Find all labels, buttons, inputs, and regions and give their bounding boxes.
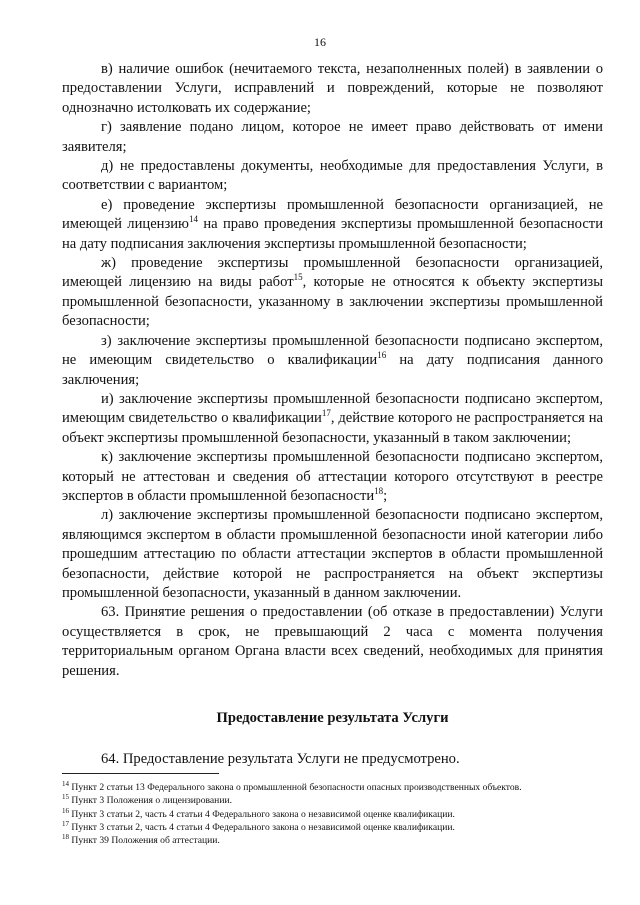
- item-l: л) заключение экспертизы промышленной безопасности подписано экспертом, являющимся экспертом в области промышленной безопасности иной категории либо прошедшим аттестацию по области аттестации экспертов в области промышленной безопасности, действие которой не распространяется на объект экспертизы промышленной безопасности, указанный в данном заключении.: [62, 507, 603, 601]
- page-number: 16: [314, 35, 326, 49]
- item-zh: [62, 254, 603, 332]
- footnote-ref-16[interactable]: 16: [377, 350, 387, 361]
- footnote-number: 15: [62, 793, 69, 802]
- item-d: д) не предоставлены документы, необходимые для предоставления Услуги, в соответствии с вариантом;: [62, 158, 603, 194]
- item-z-text-a: з) заключение экспертизы промышленной безопасности подписано экспертом, не имеющим свидетельство о квалификации: [62, 332, 603, 369]
- footnote-15: [62, 794, 603, 807]
- footnote-ref-15[interactable]: 15: [293, 272, 303, 283]
- footnote-text: Пункт 2 статьи 13 Федерального закона о промышленной безопасности опасных производственных объектов.: [69, 782, 522, 793]
- item-z-text-b: на дату подписания данного заключения;: [62, 352, 603, 388]
- document-body: [62, 60, 603, 770]
- item-zh-text-b: , которые не относятся к объекту экспертизы промышленной безопасности, указанному в заключении экспертизы промышленной безопасности;: [62, 274, 603, 330]
- item-i-text-b: , действие которого не распространяется на объект экспертизы промышленной безопасности, указанный в таком заключении;: [62, 410, 604, 446]
- paragraph-63: 63. Принятие решения о предоставлении (об отказе в предоставлении) Услуги осуществляется в срок, не превышающий 2 часа с момента получения территориальным органом Органа власти всех сведений, необходимых для принятия решения.: [62, 604, 603, 679]
- footnotes: [62, 781, 603, 847]
- item-k: [62, 448, 603, 506]
- item-g: г) заявление подано лицом, которое не имеет право действовать от имени заявителя;: [62, 119, 603, 155]
- footnote-ref-18[interactable]: 18: [374, 486, 384, 497]
- footnote-text: Пункт 3 статьи 2, часть 4 статьи 4 Федерального закона о независимой оценке квалификации.: [69, 808, 455, 820]
- item-e: [62, 196, 603, 254]
- item-i: [62, 390, 603, 448]
- item-v: в) наличие ошибок (нечитаемого текста, незаполненных полей) в заявлении о предоставлении Услуги, исправлений и повреждений, которые не позволяют однозначно истолковать их содержание;: [62, 61, 603, 116]
- item-k-text-b: ;: [383, 487, 388, 504]
- footnote-text: Пункт 3 Положения о лицензировании.: [69, 795, 232, 807]
- item-e-text-b: на право проведения экспертизы промышленной безопасности на дату подписания заключения экспертизы промышленной безопасности;: [62, 216, 603, 252]
- item-k-text-a: к) заключение экспертизы промышленной безопасности подписано экспертом, который не аттестован и сведения об аттестации которого отсутствуют в реестре экспертов в области промышленной безопасности: [62, 449, 603, 504]
- item-z: [62, 332, 603, 390]
- item-i-text-a: и) заключение экспертизы промышленной безопасности подписано экспертом, имеющим свидетельство о квалификации: [62, 390, 603, 427]
- paragraph-64: 64. Предоставление результата Услуги не предусмотрено.: [101, 751, 460, 768]
- footnote-number: 18: [62, 833, 69, 841]
- footnote-17: [62, 821, 603, 834]
- footnote-ref-17[interactable]: 17: [321, 408, 331, 419]
- section-heading: Предоставление результата Услуги: [216, 710, 449, 726]
- item-zh-text-a: ж) проведение экспертизы промышленной безопасности организацией, имеющей лицензию на виды работ: [62, 255, 603, 291]
- footnote-separator: [62, 773, 219, 774]
- footnote-text: Пункт 39 Положения об аттестации.: [69, 835, 220, 847]
- footnote-16: [62, 808, 603, 821]
- item-e-text-a: е) проведение экспертизы промышленной безопасности организацией, не имеющей лицензию: [62, 196, 603, 233]
- footnote-number: 14: [62, 779, 69, 788]
- footnote-14: [62, 781, 603, 794]
- footnote-text: Пункт 3 статьи 2, часть 4 статьи 4 Федерального закона о независимой оценке квалификации.: [69, 821, 455, 833]
- footnote-18: [62, 834, 603, 847]
- footnote-number: 17: [62, 819, 69, 828]
- footnote-number: 16: [62, 806, 69, 815]
- footnote-ref-14[interactable]: 14: [188, 214, 198, 225]
